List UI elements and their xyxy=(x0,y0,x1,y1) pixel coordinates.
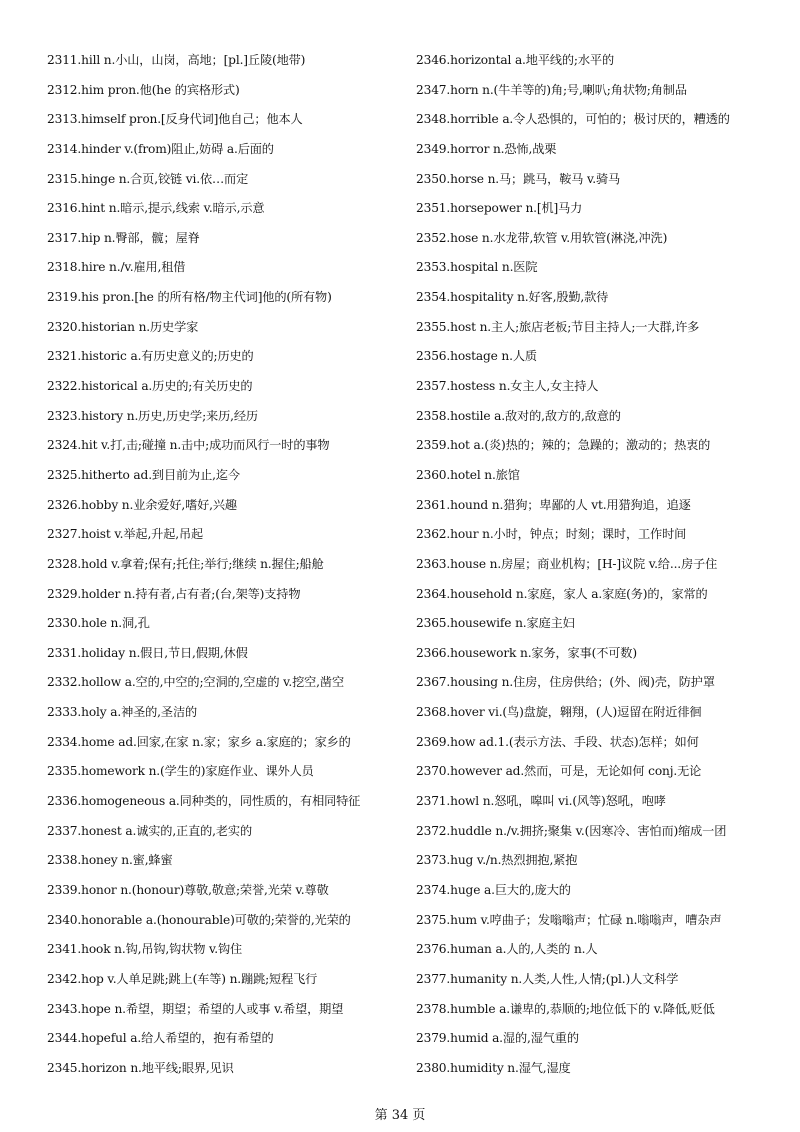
vocab-entry: 2329.holder n.持有者,占有者;(台,架等)支持物 xyxy=(47,586,301,601)
vocab-entry: 2347.horn n.(牛羊等的)角;号,喇叭;角状物;角制品 xyxy=(416,82,687,97)
left-column xyxy=(47,46,407,1083)
vocab-entry: 2311.hill n.小山，山岗，高地；[pl.]丘陵(地带) xyxy=(47,53,306,67)
vocab-entry: 2375.hum v.哼曲子；发嗡嗡声；忙碌 n.嗡嗡声，嘈杂声 xyxy=(416,912,722,927)
vocab-entry: 2313.himself pron.[反身代词]他自己；他本人 xyxy=(47,112,303,127)
vocab-entry: 2350.horse n.马；跳马，鞍马 v.骑马 xyxy=(416,171,621,186)
vocab-entry: 2374.huge a.巨大的,庞大的 xyxy=(416,882,571,897)
vocab-entry: 2367.housing n.住房，住房供给；(外、阀)壳，防护罩 xyxy=(416,675,715,690)
vocab-entry: 2369.how ad.1.(表示方法、手段、状态)怎样；如何 xyxy=(416,734,699,749)
vocab-entry: 2331.holiday n.假日,节日,假期,休假 xyxy=(47,645,248,660)
vocab-entry: 2316.hint n.暗示,提示,线索 v.暗示,示意 xyxy=(47,201,265,216)
vocab-entry: 2358.hostile a.敌对的,敌方的,敌意的 xyxy=(416,408,621,423)
vocab-entry: 2327.hoist v.举起,升起,吊起 xyxy=(47,527,204,542)
vocab-entry: 2370.however ad.然而，可是，无论如何 conj.无论 xyxy=(416,764,702,779)
vocab-entry: 2377.humanity n.人类,人性,人情;(pl.)人文科学 xyxy=(416,971,679,986)
vocab-entry: 2362.hour n.小时，钟点；时刻；课时，工作时间 xyxy=(416,527,687,542)
vocab-entry: 2353.hospital n.医院 xyxy=(416,260,538,275)
vocab-entry: 2345.horizon n.地平线;眼界,见识 xyxy=(47,1060,234,1075)
vocab-entry: 2344.hopeful a.给人希望的，抱有希望的 xyxy=(47,1031,274,1046)
vocab-entry: 2323.history n.历史,历史学;来历,经历 xyxy=(47,408,258,423)
vocab-entry: 2368.hover vi.(鸟)盘旋，翱翔，(人)逗留在附近徘徊 xyxy=(416,705,702,720)
vocab-entry: 2376.human a.人的,人类的 n.人 xyxy=(416,942,598,957)
vocab-entry: 2334.home ad.回家,在家 n.家；家乡 a.家庭的；家乡的 xyxy=(47,734,351,749)
vocab-entry: 2319.his pron.[he 的所有格/物主代词]他的(所有物) xyxy=(47,290,332,305)
vocab-entry: 2317.hip n.臀部，髋；屋脊 xyxy=(47,230,200,245)
vocab-entry: 2356.hostage n.人质 xyxy=(416,349,537,364)
vocab-entry: 2328.hold v.拿着;保有;托住;举行;继续 n.握住;船舱 xyxy=(47,556,324,571)
vocab-entry: 2359.hot a.(炎)热的；辣的；急躁的；激动的；热衷的 xyxy=(416,438,711,453)
vocab-entry: 2361.hound n.猎狗；卑鄙的人 vt.用猎狗追，追逐 xyxy=(416,497,691,512)
vocab-entry: 2342.hop v.人单足跳;跳上(车等) n.蹦跳;短程飞行 xyxy=(47,971,318,986)
vocab-entry: 2336.homogeneous a.同种类的，同性质的，有相同特征 xyxy=(47,794,361,809)
vocab-entry: 2332.hollow a.空的,中空的;空洞的,空虚的 v.挖空,凿空 xyxy=(47,675,344,690)
vocab-entry: 2322.historical a.历史的;有关历史的 xyxy=(47,379,253,394)
vocab-entry: 2348.horrible a.令人恐惧的，可怕的；极讨厌的，糟透的 xyxy=(416,112,730,127)
vocab-entry: 2364.household n.家庭，家人 a.家庭(务)的，家常的 xyxy=(416,586,708,601)
vocab-entry: 2363.house n.房屋；商业机构；[H-]议院 v.给...房子住 xyxy=(416,556,718,571)
vocab-entry: 2380.humidity n.湿气,湿度 xyxy=(416,1060,571,1075)
right-column xyxy=(416,46,796,1083)
vocab-entry: 2352.hose n.水龙带,软管 v.用软管(淋浇,冲洗) xyxy=(416,230,668,245)
vocab-entry: 2372.huddle n./v.拥挤;聚集 v.(因寒冷、害怕而)缩成一团 xyxy=(416,823,727,838)
vocab-entry: 2321.historic a.有历史意义的;历史的 xyxy=(47,349,254,364)
vocab-entry: 2354.hospitality n.好客,殷勤,款待 xyxy=(416,290,609,305)
vocab-entry: 2315.hinge n.合页,铰链 vi.依…而定 xyxy=(47,171,249,186)
vocab-entry: 2333.holy a.神圣的,圣洁的 xyxy=(47,705,198,720)
vocab-entry: 2371.howl n.怒吼，嗥叫 vi.(风等)怒吼，咆哮 xyxy=(416,794,666,809)
vocab-entry: 2355.host n.主人;旅店老板;节目主持人;一大群,许多 xyxy=(416,319,700,334)
vocab-entry: 2314.hinder v.(from)阻止,妨碍 a.后面的 xyxy=(47,141,274,156)
vocab-entry: 2360.hotel n.旅馆 xyxy=(416,467,520,482)
vocab-entry: 2379.humid a.湿的,湿气重的 xyxy=(416,1031,579,1046)
vocab-entry: 2325.hitherto ad.到目前为止,迄今 xyxy=(47,467,240,482)
vocab-entry: 2346.horizontal a.地平线的;水平的 xyxy=(416,53,615,67)
vocab-entry: 2320.historian n.历史学家 xyxy=(47,319,199,334)
vocab-entry: 2365.housewife n.家庭主妇 xyxy=(416,616,575,631)
vocab-entry: 2357.hostess n.女主人,女主持人 xyxy=(416,379,599,394)
vocab-entry: 2337.honest a.诚实的,正直的,老实的 xyxy=(47,823,252,838)
vocab-entry: 2343.hope n.希望，期望；希望的人或事 v.希望，期望 xyxy=(47,1001,344,1016)
vocab-entry: 2373.hug v./n.热烈拥抱,紧抱 xyxy=(416,853,578,868)
vocab-entry: 2326.hobby n.业余爱好,嗜好,兴趣 xyxy=(47,497,237,512)
page-number: 第 34 页 xyxy=(374,1108,426,1123)
vocab-entry: 2339.honor n.(honour)尊敬,敬意;荣誉,光荣 v.尊敬 xyxy=(47,882,329,897)
vocab-entry: 2312.him pron.他(he 的宾格形式) xyxy=(47,82,240,97)
vocab-entry: 2330.hole n.洞,孔 xyxy=(47,616,150,631)
vocab-entry: 2338.honey n.蜜,蜂蜜 xyxy=(47,853,173,868)
vocab-entry: 2378.humble a.谦卑的,恭顺的;地位低下的 v.降低,贬低 xyxy=(416,1001,715,1016)
vocab-entry: 2340.honorable a.(honourable)可敬的;荣誉的,光荣的 xyxy=(47,912,351,927)
vocab-entry: 2324.hit v.打,击;碰撞 n.击中;成功而风行一时的事物 xyxy=(47,438,330,453)
vocab-entry: 2335.homework n.(学生的)家庭作业、课外人员 xyxy=(47,764,314,779)
vocab-entry: 2341.hook n.钩,吊钩,钩状物 v.钩住 xyxy=(47,942,243,957)
vocab-entry: 2318.hire n./v.雇用,租借 xyxy=(47,260,186,275)
vocab-entry: 2349.horror n.恐怖,战栗 xyxy=(416,141,557,156)
vocab-entry: 2366.housework n.家务，家事(不可数) xyxy=(416,645,637,660)
vocab-entry: 2351.horsepower n.[机]马力 xyxy=(416,201,583,216)
